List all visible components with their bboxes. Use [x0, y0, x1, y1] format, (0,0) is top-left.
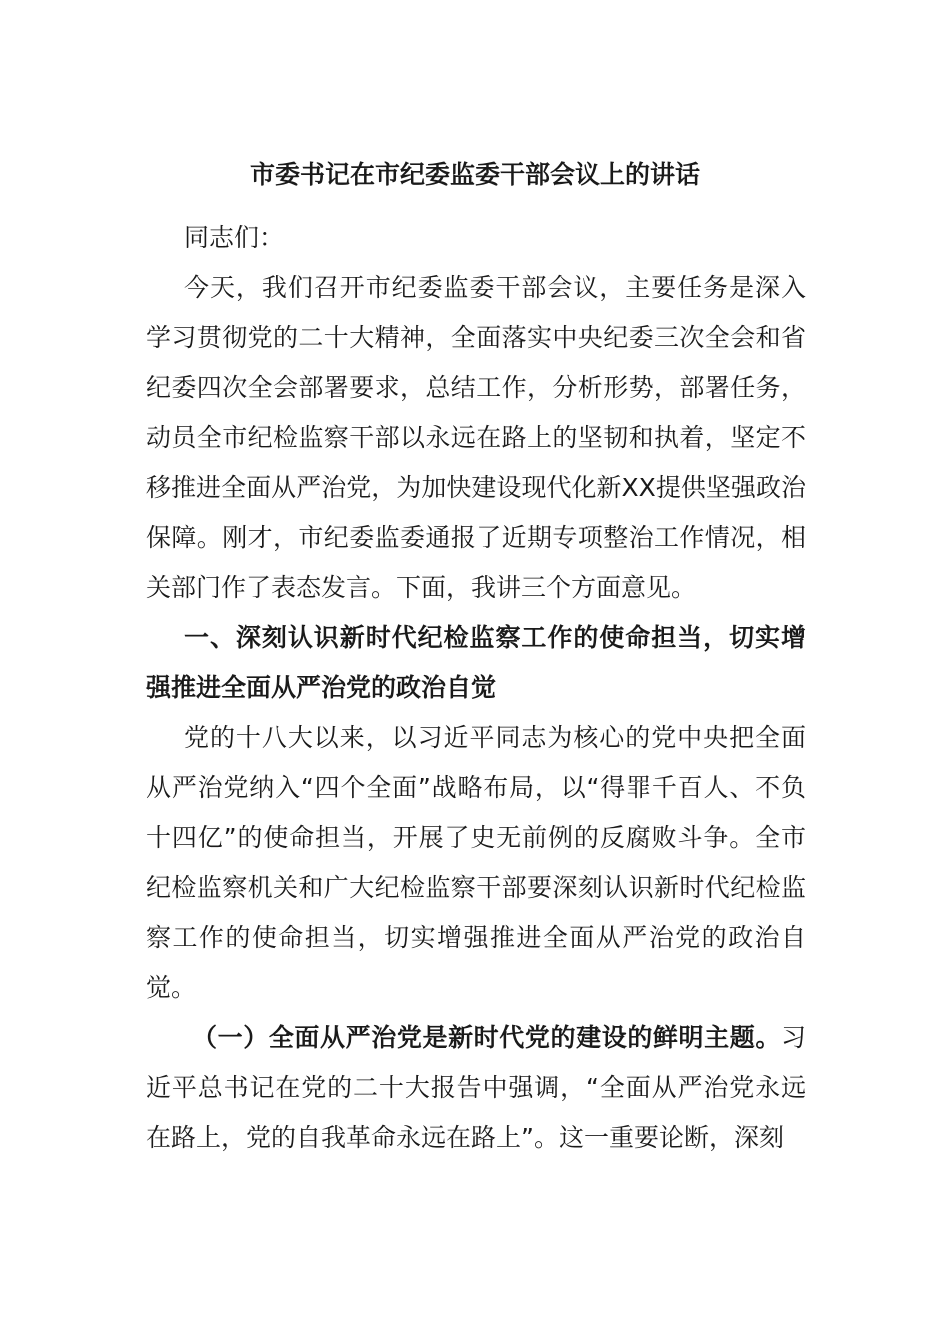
paragraph-subsection-1	[146, 1013, 806, 1163]
document-title: 市委书记在市纪委监委干部会议上的讲话	[249, 160, 700, 189]
paragraph-intro: 今天，我们召开市纪委监委干部会议，主要任务是深入学习贯彻党的二十大精神，全面落实中央纪委三次全会和省纪委四次全会部署要求，总结工作，分析形势，部署任务，动员全市纪检监察干部以永远在路上的坚韧和执着，坚定不移推进全面从严治党，为加快建设现代化新XX提供坚强政治保障。刚才，市纪委监委通报了近期专项整治工作情况，相关部门作了表态发言。下面，我讲三个方面意见。	[146, 273, 806, 602]
salutation: 同志们：	[184, 223, 285, 252]
section-heading-1: 一、深刻认识新时代纪检监察工作的使命担当，切实增强推进全面从严治党的政治自觉	[146, 623, 806, 702]
document-body	[146, 213, 806, 1163]
paragraph-section-1: 党的十八大以来，以习近平同志为核心的党中央把全面从严治党纳入“四个全面”战略布局，以“得罪千百人、不负十四亿”的使命担当，开展了史无前例的反腐败斗争。全市纪检监察机关和广大纪检监察干部要深刻认识新时代纪检监察工作的使命担当，切实增强推进全面从严治党的政治自觉。	[146, 723, 806, 1002]
paragraph-subsection-1-text: 习近平总书记在党的二十大报告中强调，“全面从严治党永远在路上，党的自我革命永远在路上”。这一重要论断，深刻	[146, 1023, 806, 1152]
subheading-1: （一）全面从严治党是新时代党的建设的鲜明主题。	[192, 1023, 781, 1052]
